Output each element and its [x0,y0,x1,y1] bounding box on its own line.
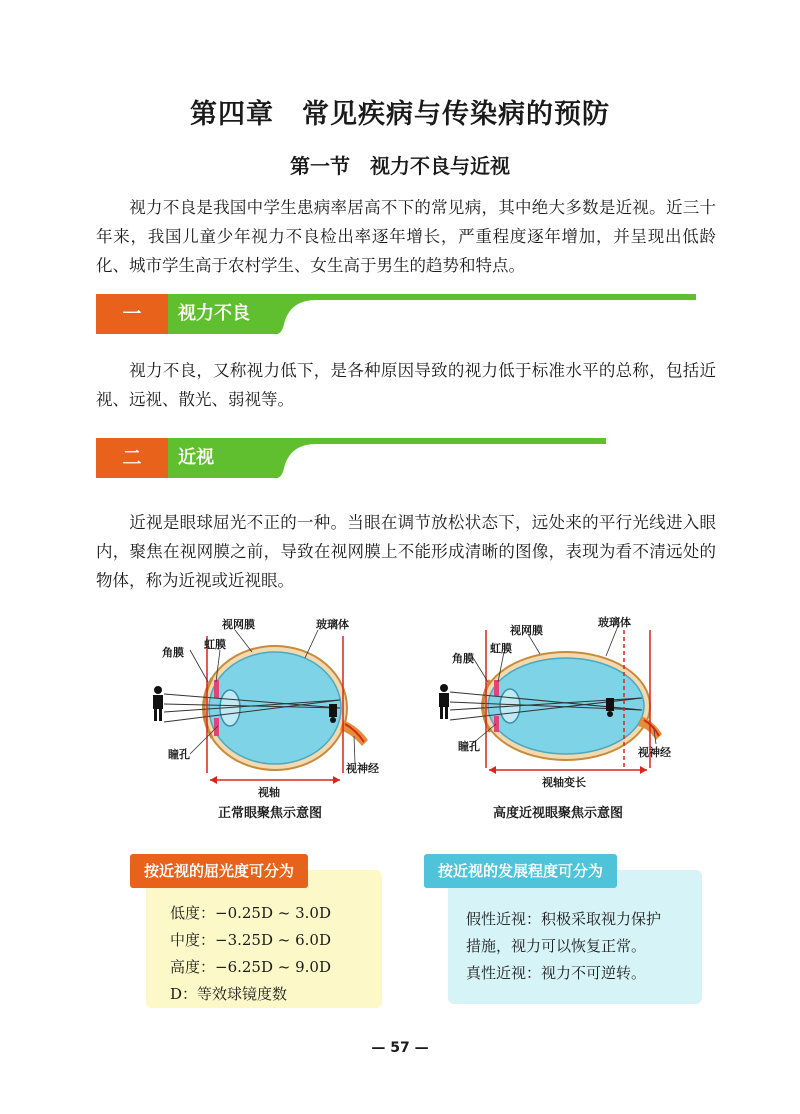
section-title: 第一节 视力不良与近视 [290,154,510,178]
label-retina: 视网膜 [510,624,543,637]
chapter-title: 第四章 常见疾病与传染病的预防 [190,99,610,130]
refraction-box-title: 按近视的屈光度可分为 [130,854,308,888]
label-iris: 虹膜 [490,642,512,655]
vision-defect-paragraph [96,356,716,414]
myopia-text: 近视是眼球屈光不正的一种。当眼在调节放松状态下，远处来的平行光线进入眼内，聚焦在视网膜之前，导致在视网膜上不能形成清晰的图像，表现为看不清远处的物体，称为近视或近视眼。 [96,513,716,590]
heading-myopia [96,438,636,478]
refraction-line: 低度：−0.25D ~ 3.0D [170,904,331,922]
development-box-content [466,906,661,987]
intro-paragraph [96,193,716,280]
label-vitreous: 玻璃体 [316,618,349,631]
myopic-eye-diagram [428,608,688,828]
label-optic-nerve: 视神经 [638,746,671,759]
label-optic-nerve: 视神经 [346,762,379,775]
development-line: 假性近视：积极采取视力保护 [466,910,662,928]
label-pupil: 瞳孔 [168,748,190,761]
refraction-line: 高度：−6.25D ~ 9.0D [170,958,331,976]
heading-vision-defect [96,294,636,334]
heading-label: 视力不良 [168,294,278,334]
myopia-paragraph [96,508,716,595]
normal-eye-caption: 正常眼聚焦示意图 [217,806,322,821]
label-iris: 虹膜 [204,638,226,651]
development-line: 真性近视：视力不可逆转。 [466,964,647,982]
label-retina: 视网膜 [222,618,255,631]
refraction-box-content [170,900,331,1008]
label-axis: 视轴变长 [542,776,586,789]
refraction-line: D：等效球镜度数 [170,985,288,1003]
vision-defect-text: 视力不良，又称视力低下，是各种原因导致的视力低于标准水平的总称，包括近视、远视、散光、弱视等。 [96,361,716,409]
label-cornea: 角膜 [162,646,184,659]
label-cornea: 角膜 [452,652,474,665]
normal-eye-diagram [140,608,400,828]
heading-curve [276,438,316,478]
label-axis: 视轴 [258,786,280,799]
label-pupil: 瞳孔 [458,740,480,753]
heading-label: 近视 [168,438,278,478]
heading-number: 一 [96,294,168,334]
intro-paragraph-text: 视力不良是我国中学生患病率居高不下的常见病，其中绝大多数是近视。近三十年来，我国儿童少年视力不良检出率逐年增长，严重程度逐年增加，并呈现出低龄化、城市学生高于农村学生、女生高于男生的趋势和特点。 [96,198,716,275]
myopic-eye-caption: 高度近视眼聚焦示意图 [492,806,623,821]
heading-curve [276,294,316,334]
page-number: — 57 — [371,1040,429,1056]
heading-number: 二 [96,438,168,478]
refraction-line: 中度：−3.25D ~ 6.0D [170,931,331,949]
development-line: 措施，视力可以恢复正常。 [466,937,647,955]
label-vitreous: 玻璃体 [598,616,631,629]
myopic-eye-illustration [428,608,688,798]
development-box-title: 按近视的发展程度可分为 [424,854,617,888]
